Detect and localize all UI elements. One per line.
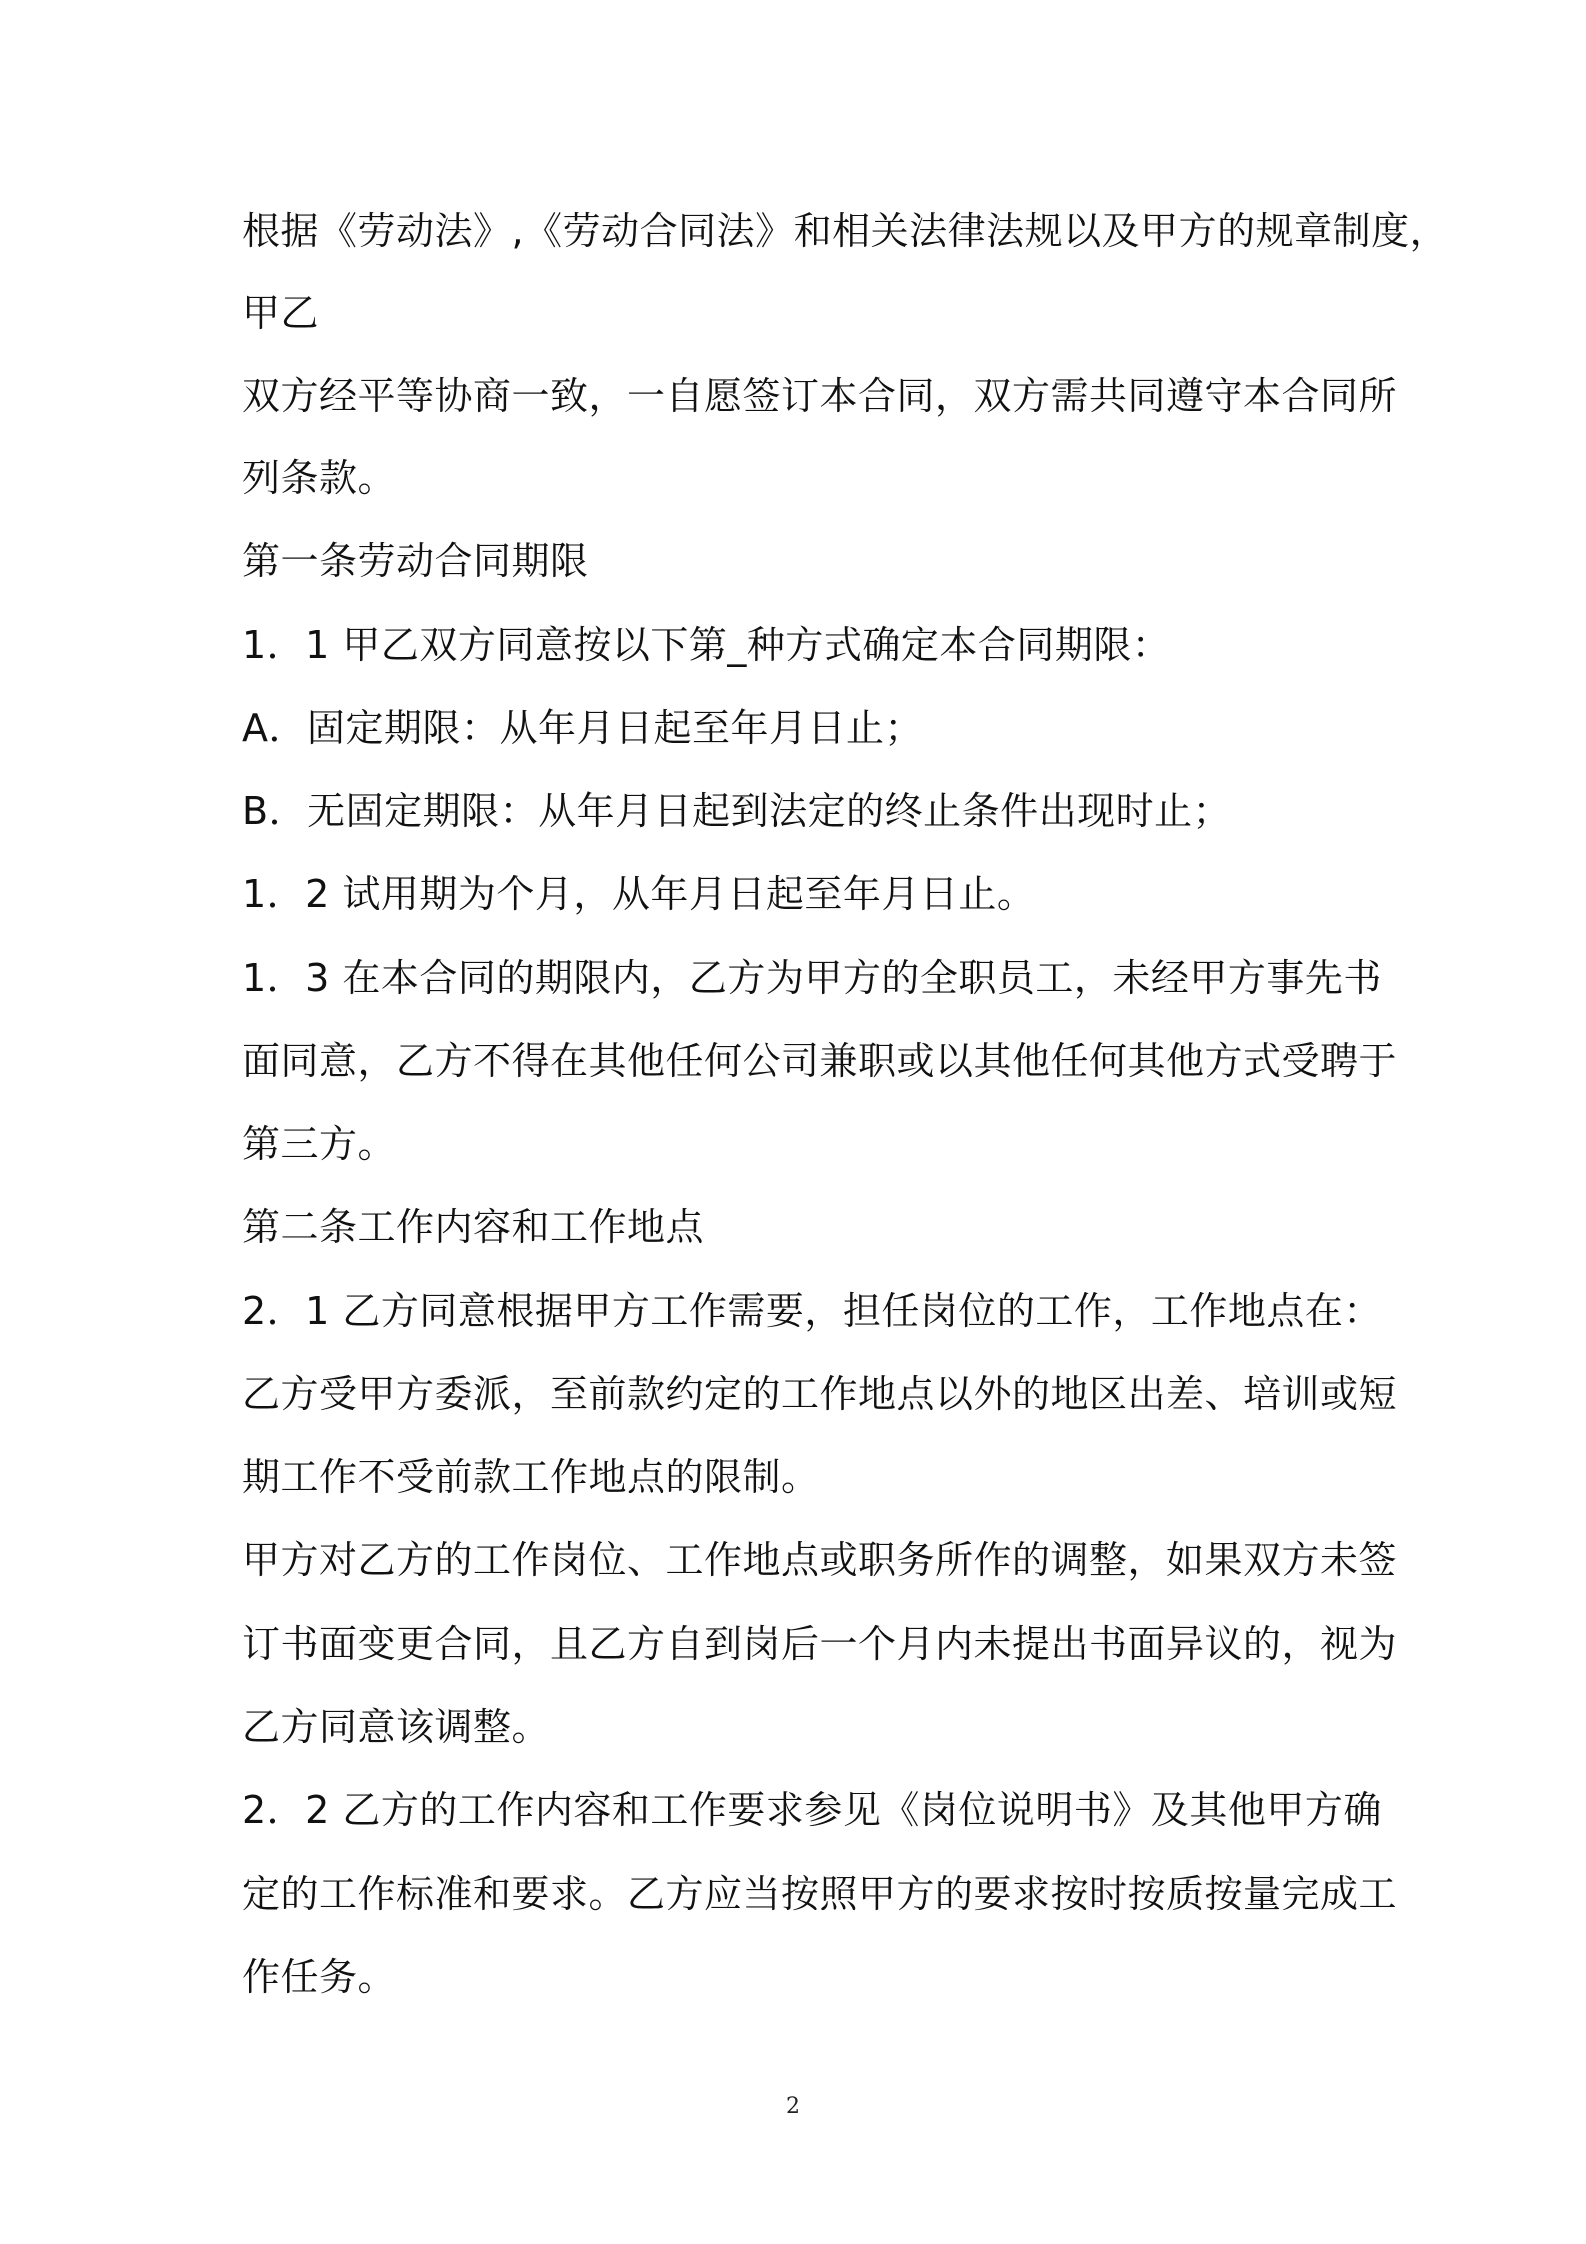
text-line: 面同意，乙方不得在其他任何公司兼职或以其他任何其他方式受聘于 [242, 1039, 1398, 1083]
text-line: 双方经平等协商一致，一自愿签订本合同，双方需共同遵守本合同所 [242, 374, 1398, 418]
text-line: 根据《劳动法》,《劳动合同法》和相关法律法规以及甲方的规章制度， [242, 209, 1449, 253]
clause-line: B．无固定期限：从年月日起到法定的终止条件出现时止； [242, 789, 1232, 833]
text-line: 定的工作标准和要求。乙方应当按照甲方的要求按时按质按量完成工 [242, 1872, 1398, 1916]
text-line: 列条款。 [242, 456, 397, 500]
text-line: 作任务。 [242, 1955, 397, 1999]
text-line: 期工作不受前款工作地点的限制。 [242, 1455, 820, 1499]
text-line: 甲方对乙方的工作岗位、工作地点或职务所作的调整，如果双方未签 [242, 1538, 1398, 1582]
text-line: 乙方受甲方委派，至前款约定的工作地点以外的地区出差、培训或短 [242, 1372, 1398, 1416]
clause-line: 2．1 乙方同意根据甲方工作需要，担任岗位的工作，工作地点在： [242, 1289, 1382, 1333]
page-number: 2 [786, 2094, 800, 2119]
text-line: 第三方。 [242, 1122, 397, 1166]
clause-line: 1．3 在本合同的期限内，乙方为甲方的全职员工，未经甲方事先书 [242, 956, 1382, 1000]
text-line: 甲乙 [242, 291, 320, 335]
section-heading: 第二条工作内容和工作地点 [242, 1205, 705, 1249]
section-heading: 第一条劳动合同期限 [242, 539, 589, 583]
clause-line: 2．2 乙方的工作内容和工作要求参见《岗位说明书》及其他甲方确 [242, 1788, 1382, 1832]
text-line: 订书面变更合同，且乙方自到岗后一个月内未提出书面异议的，视为 [242, 1622, 1398, 1666]
clause-line: 1．2 试用期为个月，从年月日起至年月日止。 [242, 872, 1036, 916]
text-line: 乙方同意该调整。 [242, 1705, 551, 1749]
clause-line: A．固定期限：从年月日起至年月日止； [242, 706, 923, 750]
clause-line: 1．1 甲乙双方同意按以下第_种方式确定本合同期限： [242, 623, 1171, 667]
